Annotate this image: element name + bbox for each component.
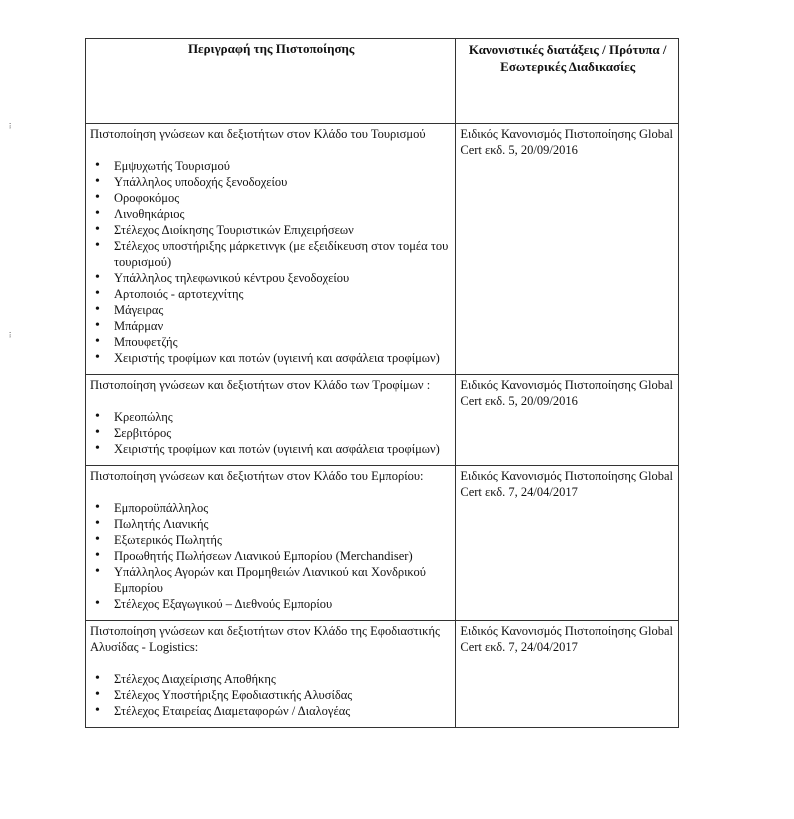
table-row — [86, 375, 679, 466]
list-item: • Στέλεχος υποστήριξης μάρκετινγκ (με εξειδίκευση στον τομέα του τουρισμού) — [90, 238, 452, 270]
list-item: • Μάγειρας — [90, 302, 452, 318]
list-item: • Μπουφετζής — [90, 334, 452, 350]
list-item: • Στέλεχος Εταιρείας Διαμεταφορών / Διαλογέας — [90, 703, 452, 719]
table-row — [86, 621, 679, 728]
certification-description-cell — [86, 466, 456, 621]
table-row — [86, 466, 679, 621]
table-body — [86, 124, 679, 728]
list-item: • Υπάλληλος υποδοχής ξενοδοχείου — [90, 174, 452, 190]
list-item: • Προωθητής Πωλήσεων Λιανικού Εμπορίου (Merchandiser) — [90, 548, 452, 564]
list-item: • Εμποροϋπάλληλος — [90, 500, 452, 516]
list-item: • Εμψυχωτής Τουρισμού — [90, 158, 452, 174]
list-item: • Χειριστής τροφίμων και ποτών (υγιεινή και ασφάλεια τροφίμων) — [90, 441, 452, 457]
list-item: • Πωλητής Λιανικής — [90, 516, 452, 532]
list-item: • Σερβιτόρος — [90, 425, 452, 441]
list-item: • Λινοθηκάριος — [90, 206, 452, 222]
certification-table — [85, 38, 679, 728]
certification-sector-title: Πιστοποίηση γνώσεων και δεξιοτήτων στον Κλάδο της Εφοδιαστικής Αλυσίδας - Logistics: — [90, 624, 440, 654]
list-item: • Χειριστής τροφίμων και ποτών (υγιεινή και ασφάλεια τροφίμων) — [90, 350, 452, 366]
table-row — [86, 124, 679, 375]
list-item: • Υπάλληλος τηλεφωνικού κέντρου ξενοδοχείου — [90, 270, 452, 286]
list-item: • Στέλεχος Διαχείρισης Αποθήκης — [90, 671, 452, 687]
certification-description-cell — [86, 124, 456, 375]
regulation-cell: Ειδικός Κανονισμός Πιστοποίησης Global Cert εκδ. 5, 20/09/2016 — [456, 375, 679, 466]
occupation-list — [90, 671, 452, 719]
regulation-cell: Ειδικός Κανονισμός Πιστοποίησης Global Cert εκδ. 7, 24/04/2017 — [456, 621, 679, 728]
scan-mark: ፧ — [9, 330, 12, 341]
regulation-cell: Ειδικός Κανονισμός Πιστοποίησης Global Cert εκδ. 5, 20/09/2016 — [456, 124, 679, 375]
occupation-list — [90, 500, 452, 612]
list-item: • Κρεοπώλης — [90, 409, 452, 425]
scan-mark: ፧ — [9, 121, 12, 132]
occupation-list — [90, 409, 452, 457]
certification-sector-title: Πιστοποίηση γνώσεων και δεξιοτήτων στον Κλάδο του Εμπορίου: — [90, 469, 424, 483]
list-item: • Υπάλληλος Αγορών και Προμηθειών Λιανικού και Χονδρικού Εμπορίου — [90, 564, 452, 596]
list-item: • Στέλεχος Υποστήριξης Εφοδιαστικής Αλυσίδας — [90, 687, 452, 703]
list-item: • Αρτοποιός - αρτοτεχνίτης — [90, 286, 452, 302]
list-item: • Οροφοκόμος — [90, 190, 452, 206]
list-item: • Εξωτερικός Πωλητής — [90, 532, 452, 548]
occupation-list — [90, 158, 452, 366]
header-regulations: Κανονιστικές διατάξεις / Πρότυπα / Εσωτερικές Διαδικασίες — [456, 39, 679, 124]
list-item: • Στέλεχος Διοίκησης Τουριστικών Επιχειρήσεων — [90, 222, 452, 238]
certification-description-cell — [86, 375, 456, 466]
regulation-cell: Ειδικός Κανονισμός Πιστοποίησης Global Cert εκδ. 7, 24/04/2017 — [456, 466, 679, 621]
header-description: Περιγραφή της Πιστοποίησης — [86, 39, 456, 124]
certification-sector-title: Πιστοποίηση γνώσεων και δεξιοτήτων στον Κλάδο των Τροφίμων : — [90, 378, 431, 392]
certification-description-cell — [86, 621, 456, 728]
list-item: • Στέλεχος Εξαγωγικού – Διεθνούς Εμπορίου — [90, 596, 452, 612]
list-item: • Μπάρμαν — [90, 318, 452, 334]
table-header-row — [86, 39, 679, 124]
certification-sector-title: Πιστοποίηση γνώσεων και δεξιοτήτων στον Κλάδο του Τουρισμού — [90, 127, 426, 141]
